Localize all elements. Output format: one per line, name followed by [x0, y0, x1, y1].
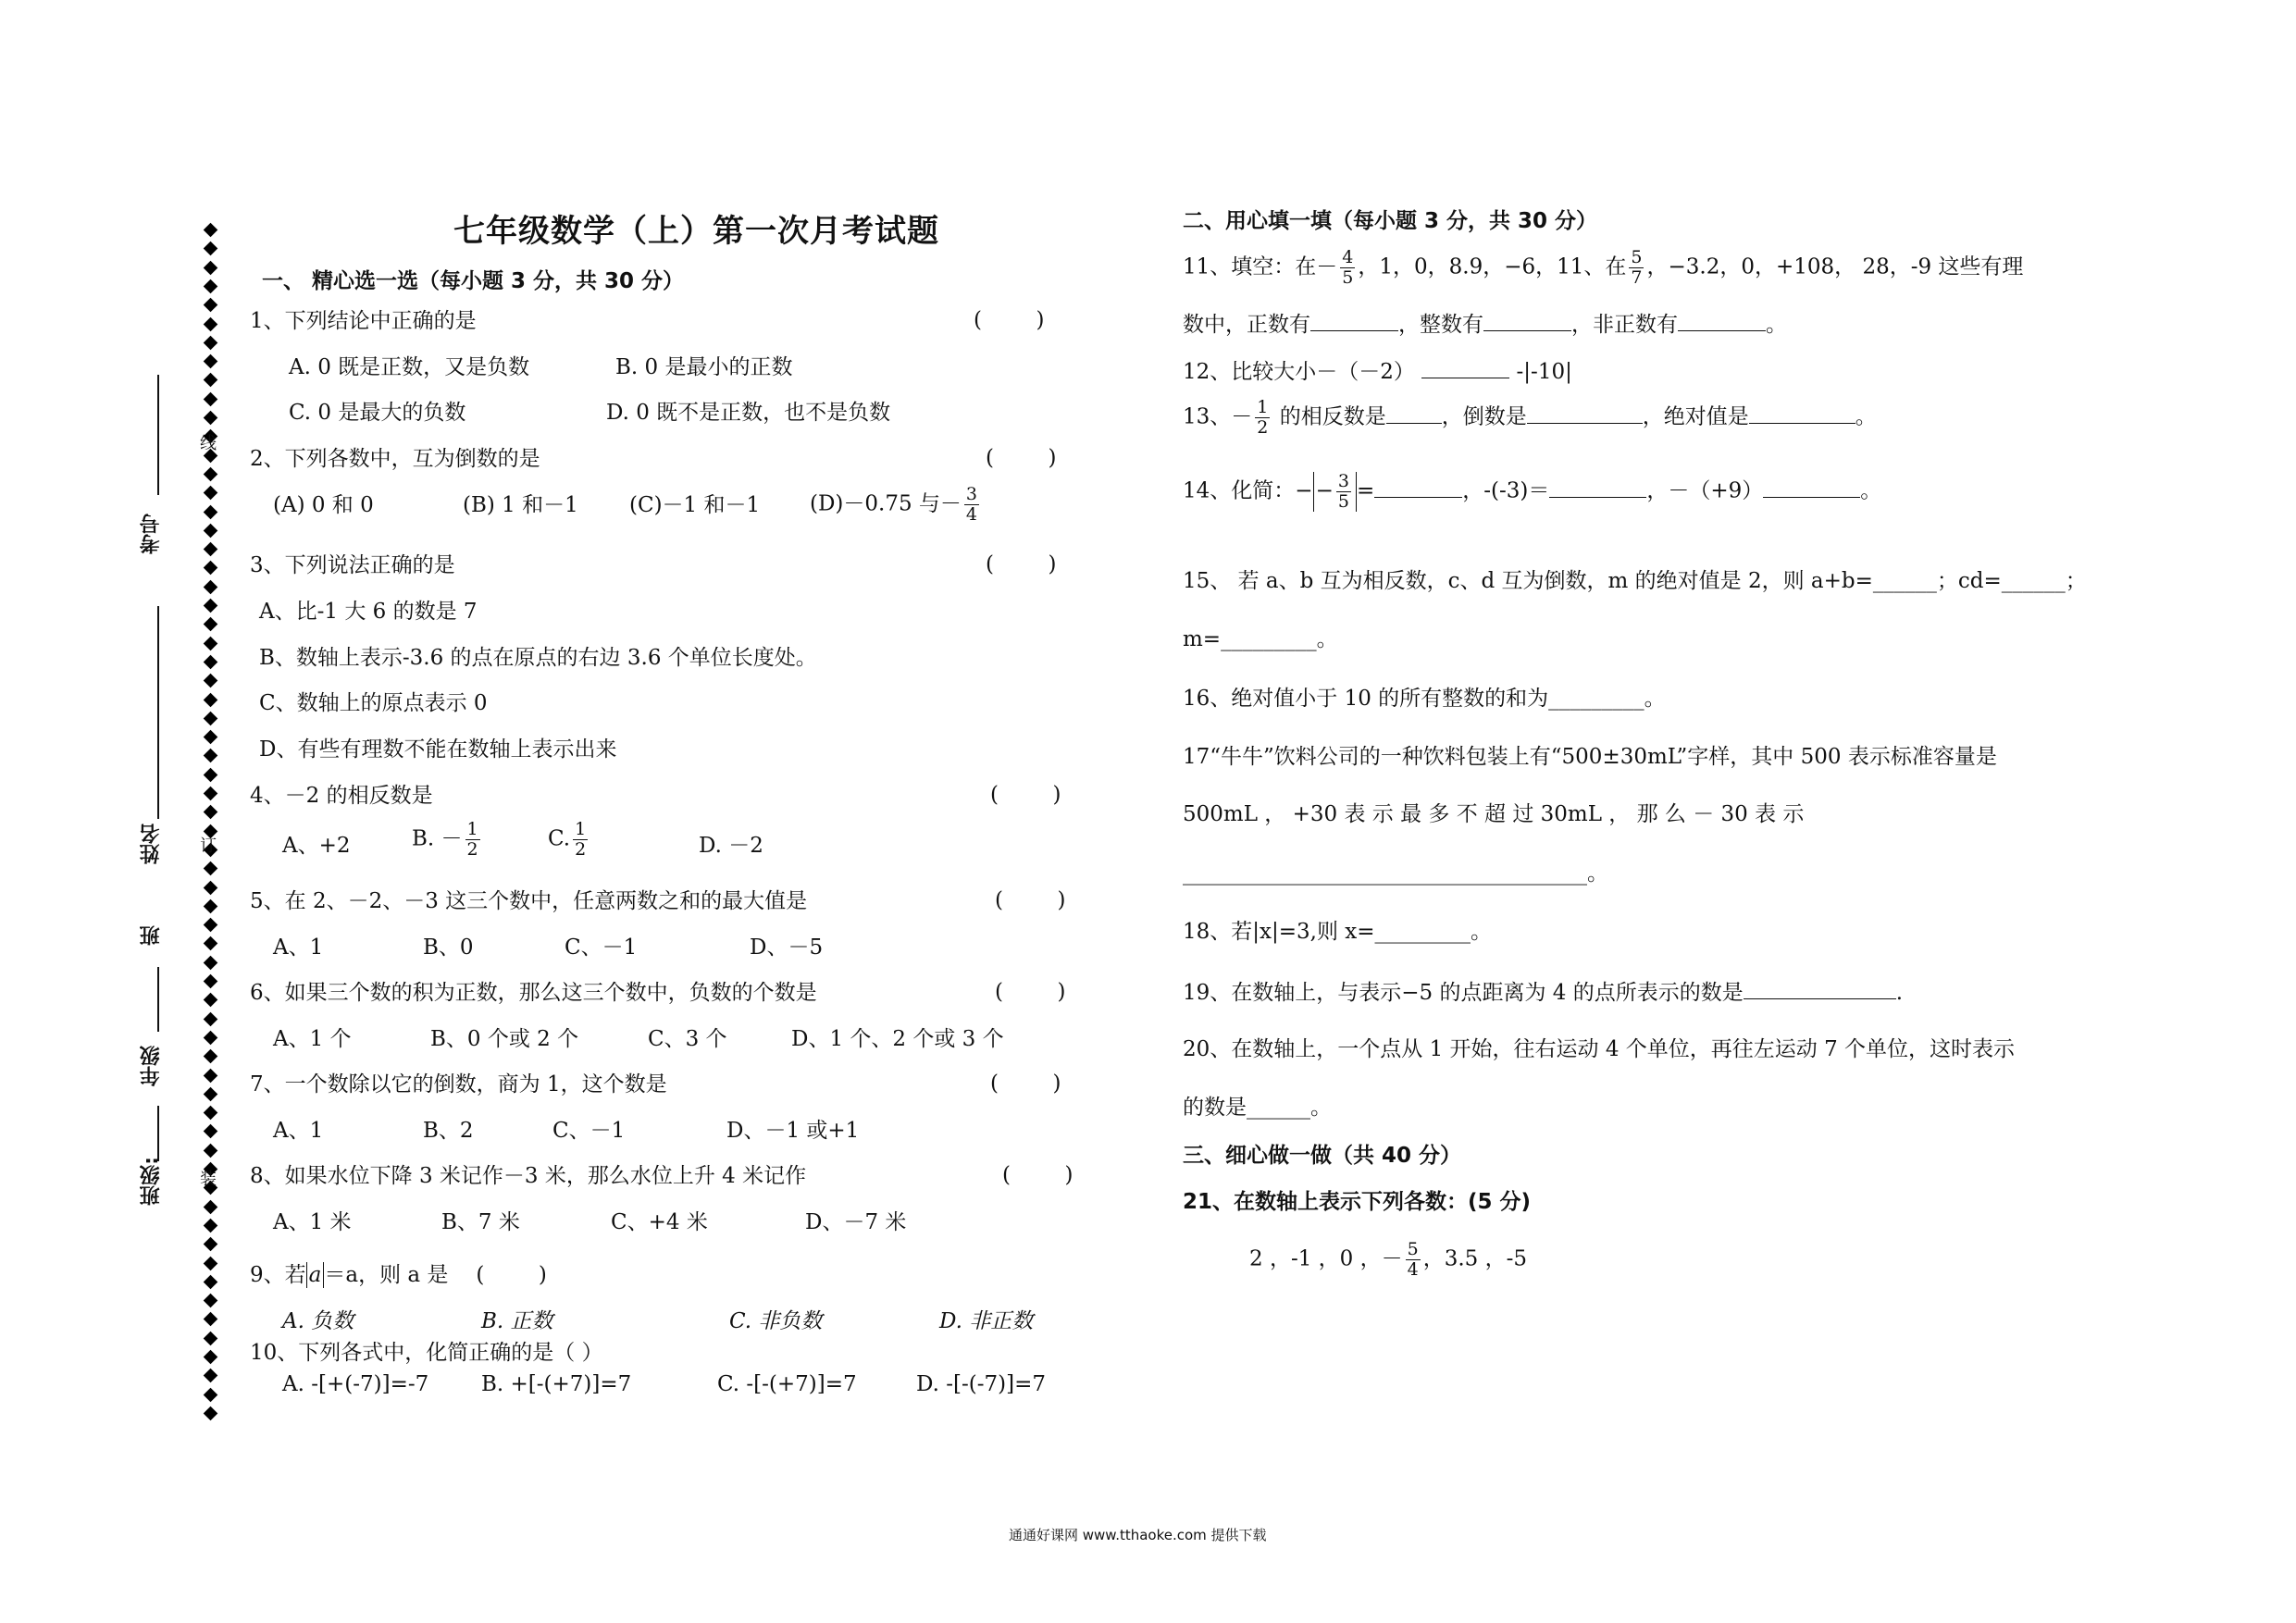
q7-option-c: C、－1: [552, 1119, 626, 1143]
kaohao-line: [157, 375, 159, 495]
q8-option-b: B、7 米: [441, 1210, 520, 1234]
q1-stem: 1、下列结论中正确的是: [250, 309, 477, 333]
section-3-heading: 三、细心做一做（共 40 分）: [1183, 1144, 1462, 1168]
q20-line2: 的数是______。: [1183, 1096, 1332, 1120]
border-diamond: [204, 805, 218, 820]
border-diamond: [204, 636, 218, 650]
q11-blank-integer[interactable]: [1483, 310, 1571, 331]
q11-line2: 数中，正数有 ，整数有 ，非正数有 。: [1183, 310, 1787, 338]
nianji-line: [157, 1106, 159, 1161]
q16: 16、绝对值小于 10 的所有整数的和为_________。: [1183, 687, 1666, 711]
seal-ding: 订: [200, 836, 217, 856]
q13-blank-opposite[interactable]: [1386, 403, 1442, 424]
q4-option-d: D. －2: [699, 834, 763, 858]
border-diamond: [204, 692, 218, 707]
q8-stem: 8、如果水位下降 3 米记作－3 米，那么水位上升 4 米记作: [250, 1164, 807, 1188]
margin-label-xingming: 姓名: [140, 824, 163, 864]
q17-line1: 17“牛牛”饮料公司的一种饮料包装上有“500±30mL”字样，其中 500 表示标准容量是: [1183, 745, 1997, 769]
q3-option-d: D、有些有理数不能在数轴上表示出来: [259, 737, 617, 762]
q2-option-d: (D)－0.75 与－ $\frac{3}{4}$: [810, 484, 978, 525]
q11-line1: 11、填空：在－ $\frac{4}{5}$ ，1，0，8.9，−6，11、在 $\frac{5}{7}$ ，−3.2，0，+108， 28，-9 这些有理: [1183, 247, 2024, 288]
border-diamond: [204, 993, 218, 1008]
q5-option-a: A、1: [273, 935, 324, 960]
border-diamond: [204, 223, 218, 238]
q7-option-d: D、－1 或+1: [726, 1119, 860, 1143]
q21-numbers: 2 ，-1 ，0 ，－ $\frac{5}{4}$ ，3.5 ，-5: [1249, 1239, 1527, 1280]
q9-answer-paren: ( ): [476, 1263, 547, 1287]
section-1-heading: 一、 精心选一选（每小题 3 分，共 30 分）: [262, 269, 685, 293]
border-diamond: [204, 599, 218, 613]
border-diamond: [204, 1219, 218, 1233]
border-diamond: [204, 561, 218, 576]
border-diamond: [204, 1068, 218, 1083]
q4-b-fraction: $\frac{1}{2}$: [466, 819, 478, 860]
border-diamond: [204, 298, 218, 313]
q15-line2: m=_________。: [1183, 627, 1338, 651]
q13: 13、－ $\frac{1}{2}$ 的相反数是 ，倒数是 ，绝对值是 。: [1183, 397, 1877, 438]
border-diamond: [204, 373, 218, 388]
border-diamond: [204, 1124, 218, 1139]
border-diamond: [204, 1011, 218, 1026]
q2-option-c: (C)－1 和－1: [629, 493, 761, 517]
q1-option-d: D. 0 既不是正数，也不是负数: [606, 401, 891, 425]
q8-answer-paren[interactable]: ( ): [1002, 1163, 1074, 1187]
border-diamond: [204, 336, 218, 351]
q20-line1: 20、在数轴上，一个点从 1 开始，往右运动 4 个单位，再往左运动 7 个单位，这时表示: [1183, 1037, 2016, 1061]
q6-option-c: C、3 个: [648, 1027, 727, 1051]
border-diamond: [204, 1256, 218, 1270]
q1-option-c: C. 0 是最大的负数: [289, 401, 466, 425]
margin-label-banji: 班级:: [140, 1157, 163, 1206]
q9-option-a: A. 负数: [282, 1309, 354, 1333]
border-diamond: [204, 730, 218, 745]
q6-answer-paren[interactable]: ( ): [995, 980, 1066, 1004]
q10-option-b: B. +[-(+7)]=7: [481, 1372, 632, 1396]
q4-answer-paren[interactable]: ( ): [990, 783, 1061, 807]
border-diamond: [204, 936, 218, 951]
q1-option-a: A. 0 既是正数，又是负数: [289, 355, 530, 379]
q10-option-c: C. -[-(+7)]=7: [717, 1372, 857, 1396]
q11-blank-nonpositive[interactable]: [1678, 310, 1766, 331]
q14-blank-2[interactable]: [1549, 477, 1646, 498]
q4-option-c: C. $\frac{1}{2}$: [548, 819, 587, 860]
q4-c-fraction: $\frac{1}{2}$: [575, 819, 587, 860]
page-title: 七年级数学（上）第一次月考试题: [453, 213, 939, 250]
border-diamond: [204, 467, 218, 482]
seal-xian: 线: [200, 434, 217, 453]
border-diamond: [204, 242, 218, 256]
q19-blank[interactable]: [1744, 978, 1896, 999]
q5-stem: 5、在 2、－2、－3 这三个数中，任意两数之和的最大值是: [250, 889, 808, 913]
border-diamond: [204, 899, 218, 914]
border-diamond: [204, 712, 218, 726]
border-diamond: [204, 1031, 218, 1046]
border-diamond: [204, 880, 218, 895]
q7-stem: 7、一个数除以它的倒数，商为 1，这个数是: [250, 1072, 667, 1096]
border-diamond: [204, 504, 218, 519]
q12: 12、比较大小－（－2） -|-10|: [1183, 357, 1572, 385]
border-diamond: [204, 617, 218, 632]
border-diamond: [204, 260, 218, 275]
border-diamond: [204, 674, 218, 688]
q2-answer-paren[interactable]: ( ): [986, 446, 1057, 470]
q9-option-b: B. 正数: [481, 1309, 553, 1333]
q21-heading: 21、在数轴上表示下列各数：(5 分): [1183, 1190, 1532, 1214]
q7-option-b: B、2: [423, 1119, 474, 1143]
q6-option-d: D、1 个、2 个或 3 个: [791, 1027, 1004, 1051]
border-diamond: [204, 391, 218, 406]
q5-option-c: C、－1: [565, 935, 638, 960]
border-diamond: [204, 542, 218, 557]
q3-option-b: B、数轴上表示-3.6 的点在原点的右边 3.6 个单位长度处。: [259, 646, 817, 670]
q9-option-c: C. 非负数: [729, 1309, 823, 1333]
border-diamond: [204, 1331, 218, 1345]
q2-fraction: $\frac{3}{4}$: [965, 484, 978, 525]
border-diamond: [204, 1294, 218, 1308]
border-diamond: [204, 1087, 218, 1102]
q14-blank-1[interactable]: [1374, 477, 1462, 498]
q5-answer-paren[interactable]: ( ): [995, 888, 1066, 912]
q2-option-b: (B) 1 和－1: [463, 493, 578, 517]
border-diamond: [204, 1143, 218, 1158]
border-diamond: [204, 1406, 218, 1421]
margin-label-nianji: 年级: [140, 1046, 163, 1086]
border-diamond: [204, 354, 218, 369]
q13-blank-reciprocal[interactable]: [1527, 403, 1643, 424]
border-diamond: [204, 918, 218, 933]
q7-option-a: A、1: [273, 1119, 324, 1143]
border-diamond: [204, 974, 218, 989]
q17-line3: ______________________________________。: [1183, 861, 1608, 886]
margin-label-ban: 班: [140, 925, 163, 946]
q10-option-d: D. -[-(-7)]=7: [916, 1372, 1046, 1396]
border-diamond: [204, 955, 218, 970]
q2-stem: 2、下列各数中，互为倒数的是: [250, 447, 540, 471]
q15-line1: 15、 若 a、b 互为相反数，c、d 互为倒数，m 的绝对值是 2，则 a+b=______；cd=______；: [1183, 569, 2087, 593]
border-diamond: [204, 1387, 218, 1402]
q6-option-a: A、1 个: [273, 1027, 352, 1051]
border-diamond: [204, 279, 218, 294]
q1-answer-paren[interactable]: ( ): [974, 308, 1045, 332]
section-2-heading: 二、用心填一填（每小题 3 分，共 30 分）: [1183, 209, 1598, 233]
q5-option-b: B、0: [423, 935, 474, 960]
q14-blank-3[interactable]: [1763, 477, 1860, 498]
border-diamond: [204, 655, 218, 670]
q11-blank-positive[interactable]: [1310, 310, 1398, 331]
q19: 19、在数轴上，与表示−5 的点距离为 4 的点所表示的数是 .: [1183, 978, 1903, 1006]
border-diamond: [204, 1199, 218, 1214]
q8-option-d: D、－7 米: [805, 1210, 907, 1234]
q18: 18、若|x|=3,则 x=_________。: [1183, 920, 1493, 944]
border-diamond: [204, 787, 218, 801]
q3-option-c: C、数轴上的原点表示 0: [259, 691, 488, 715]
q17-line2: 500mL ， +30 表 示 最 多 不 超 过 30mL ， 那 么 － 30 表 示: [1183, 802, 1805, 826]
q1-option-b: B. 0 是最小的正数: [615, 355, 793, 379]
q4-option-b: B. － $\frac{1}{2}$: [412, 819, 478, 860]
q10-stem: 10、下列各式中，化简正确的是（ ）: [250, 1341, 603, 1365]
border-diamond: [204, 411, 218, 426]
q14: 14、化简：− − $\frac{3}{5}$ = ，-(-3)＝ ，－（+9） 。: [1183, 471, 1882, 512]
q4-stem: 4、－2 的相反数是: [250, 784, 433, 808]
border-diamond: [204, 767, 218, 782]
border-diamond: [204, 316, 218, 331]
q12-blank[interactable]: [1421, 357, 1509, 378]
q2-option-a: (A) 0 和 0: [273, 493, 374, 517]
seal-zhuang: 装: [200, 1170, 217, 1189]
q9-stem: 9、若 a ＝a，则 a 是 ( ): [250, 1263, 547, 1287]
border-diamond: [204, 1237, 218, 1252]
q7-answer-paren[interactable]: ( ): [990, 1072, 1061, 1096]
border-diamond: [204, 486, 218, 501]
border-diamond: [204, 579, 218, 594]
border-diamond: [204, 1369, 218, 1383]
border-diamond: [204, 1350, 218, 1365]
q8-option-a: A、1 米: [273, 1210, 352, 1234]
q6-option-b: B、0 个或 2 个: [430, 1027, 579, 1051]
border-diamond: [204, 749, 218, 763]
border-diamond: [204, 1275, 218, 1290]
ban-line: [157, 967, 159, 1032]
margin-label-kaohao: 考号: [140, 514, 163, 554]
q3-stem: 3、下列说法正确的是: [250, 553, 455, 577]
q8-option-c: C、+4 米: [611, 1210, 708, 1234]
q13-blank-absolute[interactable]: [1749, 403, 1855, 424]
q5-option-d: D、－5: [750, 935, 824, 960]
footer-source: 通通好课网 www.tthaoke.com 提供下载: [1009, 1527, 1267, 1543]
q6-stem: 6、如果三个数的积为正数，那么这三个数中，负数的个数是: [250, 981, 817, 1005]
q10-option-a: A. -[+(-7)]=-7: [282, 1372, 429, 1396]
border-diamond: [204, 1312, 218, 1327]
q3-option-a: A、比-1 大 6 的数是 7: [259, 600, 478, 624]
border-diamond: [204, 861, 218, 876]
xingming-line: [157, 606, 159, 819]
border-diamond: [204, 524, 218, 539]
border-diamond: [204, 1049, 218, 1064]
q9-option-d: D. 非正数: [939, 1309, 1034, 1333]
border-diamond: [204, 1106, 218, 1121]
q3-answer-paren[interactable]: ( ): [986, 552, 1057, 576]
q4-option-a: A、+2: [282, 834, 351, 858]
